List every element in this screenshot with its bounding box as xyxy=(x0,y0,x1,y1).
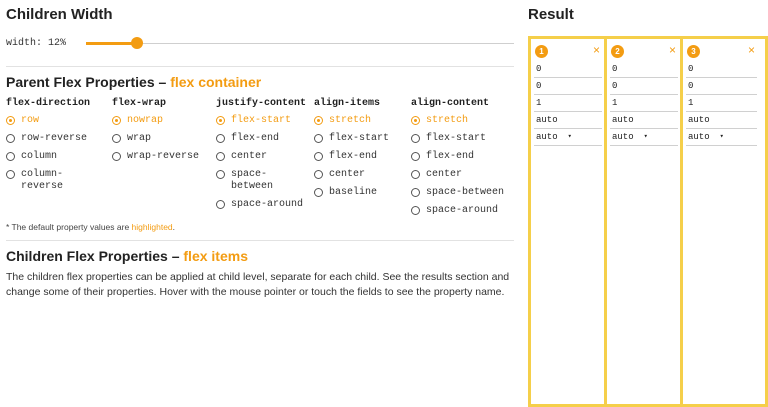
radio-option[interactable] xyxy=(6,115,90,127)
property-group-header: justify-content xyxy=(216,98,307,109)
radio-label: center xyxy=(231,151,268,162)
radio-label: flex-end xyxy=(329,151,378,162)
property-group-header: align-content xyxy=(411,98,490,109)
radio-label: stretch xyxy=(329,115,372,126)
property-group xyxy=(314,98,389,205)
radio-icon[interactable] xyxy=(6,116,15,125)
align-self-select[interactable] xyxy=(610,129,678,146)
parent-flex-title xyxy=(6,74,261,90)
radio-option[interactable] xyxy=(314,187,389,199)
children-flex-title xyxy=(6,248,248,264)
radio-icon[interactable] xyxy=(314,116,323,125)
radio-label: space- between xyxy=(231,169,274,192)
radio-icon[interactable] xyxy=(6,134,15,143)
property-group xyxy=(6,98,90,199)
radio-icon[interactable] xyxy=(6,170,15,179)
radio-label: space-between xyxy=(426,187,505,198)
radio-label: flex-end xyxy=(231,133,280,144)
result-title: Result xyxy=(528,6,574,23)
radio-icon[interactable] xyxy=(314,188,323,197)
flex-item-header xyxy=(686,43,757,61)
flex-container-accent: flex container xyxy=(170,74,262,90)
radio-option[interactable] xyxy=(6,133,90,145)
radio-icon[interactable] xyxy=(314,152,323,161)
item-property-field[interactable]: 0 xyxy=(610,78,678,95)
flex-item-header xyxy=(534,43,602,61)
radio-label: wrap-reverse xyxy=(127,151,200,162)
children-description: The children flex properties can be applied at child level, separate for each child. See the results section and change some of their properties. Hover with the mouse pointer or touch the fields to see the property name. xyxy=(6,271,510,298)
radio-label: row xyxy=(21,115,40,126)
radio-label: stretch xyxy=(426,115,469,126)
radio-option[interactable] xyxy=(314,133,389,145)
radio-option[interactable] xyxy=(314,169,389,181)
item-number-badge: 3 xyxy=(687,45,700,58)
radio-icon[interactable] xyxy=(314,134,323,143)
width-control xyxy=(6,36,514,52)
item-property-field[interactable]: 1 xyxy=(610,95,678,112)
radio-option[interactable] xyxy=(411,151,504,163)
close-icon[interactable]: × xyxy=(747,43,755,57)
slider-fill xyxy=(86,42,137,45)
flex-item xyxy=(607,39,683,404)
close-icon[interactable]: × xyxy=(668,43,676,57)
radio-icon[interactable] xyxy=(112,116,121,125)
note-text: * The default property values are xyxy=(6,222,132,232)
item-property-field[interactable]: 0 xyxy=(534,78,602,95)
note-highlight: highlighted xyxy=(131,222,173,232)
radio-option[interactable] xyxy=(411,115,504,127)
item-property-field[interactable]: 0 xyxy=(686,61,757,78)
item-property-field[interactable]: 1 xyxy=(686,95,757,112)
radio-option[interactable] xyxy=(6,169,90,193)
children-title-text: Children Flex Properties – xyxy=(6,248,184,264)
close-icon[interactable]: × xyxy=(592,43,600,57)
radio-label: flex-start xyxy=(329,133,390,144)
radio-icon[interactable] xyxy=(112,152,121,161)
radio-option[interactable] xyxy=(411,169,504,181)
radio-label: center xyxy=(426,169,463,180)
parent-title-text: Parent Flex Properties – xyxy=(6,74,171,90)
radio-icon[interactable] xyxy=(216,116,225,125)
item-property-field[interactable]: 1 xyxy=(534,95,602,112)
select-value: auto xyxy=(688,132,710,142)
item-number-badge: 1 xyxy=(535,45,548,58)
flex-item xyxy=(683,39,759,404)
radio-option[interactable] xyxy=(216,151,306,163)
width-label: width: 12% xyxy=(6,38,67,49)
note-suffix: . xyxy=(172,222,176,232)
radio-option[interactable] xyxy=(112,115,199,127)
result-flex-container xyxy=(528,36,768,407)
radio-option[interactable] xyxy=(216,133,306,145)
property-group-header: align-items xyxy=(314,98,381,109)
radio-option[interactable] xyxy=(216,169,306,193)
result-panel xyxy=(528,0,768,407)
children-width-title: Children Width xyxy=(6,6,113,23)
radio-option[interactable] xyxy=(112,133,199,145)
radio-label: center xyxy=(329,169,366,180)
radio-option[interactable] xyxy=(6,151,90,163)
width-slider[interactable] xyxy=(86,36,514,52)
item-property-field[interactable]: 0 xyxy=(610,61,678,78)
settings-panel xyxy=(6,0,514,407)
radio-option[interactable] xyxy=(216,199,306,211)
radio-label: row-reverse xyxy=(21,133,88,144)
chevron-down-icon[interactable]: ▾ xyxy=(567,133,572,141)
align-self-select[interactable] xyxy=(534,129,602,146)
slider-track[interactable] xyxy=(86,43,514,44)
chevron-down-icon[interactable]: ▾ xyxy=(643,133,648,141)
radio-icon[interactable] xyxy=(411,134,420,143)
radio-label: nowrap xyxy=(127,115,164,126)
radio-label: column- reverse xyxy=(21,169,64,192)
radio-icon[interactable] xyxy=(411,188,420,197)
flex-item xyxy=(531,39,607,404)
select-value: auto xyxy=(612,132,634,142)
slider-thumb[interactable] xyxy=(131,37,143,49)
radio-icon[interactable] xyxy=(411,116,420,125)
radio-option[interactable] xyxy=(411,187,504,199)
property-group xyxy=(411,98,504,223)
radio-label: flex-start xyxy=(426,133,487,144)
radio-label: flex-end xyxy=(426,151,475,162)
radio-icon[interactable] xyxy=(411,206,420,215)
flex-item-header xyxy=(610,43,678,61)
radio-icon[interactable] xyxy=(6,152,15,161)
divider xyxy=(6,240,514,241)
radio-icon[interactable] xyxy=(216,134,225,143)
radio-label: flex-start xyxy=(231,115,292,126)
radio-label: space-around xyxy=(231,199,304,210)
item-number-badge: 2 xyxy=(611,45,624,58)
radio-label: column xyxy=(21,151,58,162)
item-property-field[interactable]: auto xyxy=(534,112,602,129)
item-property-field[interactable]: 0 xyxy=(686,78,757,95)
item-property-field[interactable]: auto xyxy=(610,112,678,129)
item-property-field[interactable]: 0 xyxy=(534,61,602,78)
divider xyxy=(6,66,514,67)
radio-icon[interactable] xyxy=(411,170,420,179)
property-group-header: flex-direction xyxy=(6,98,91,109)
radio-label: baseline xyxy=(329,187,378,198)
radio-icon[interactable] xyxy=(112,134,121,143)
radio-label: wrap xyxy=(127,133,152,144)
radio-option[interactable] xyxy=(314,151,389,163)
select-value: auto xyxy=(536,132,558,142)
radio-icon[interactable] xyxy=(216,200,225,209)
radio-icon[interactable] xyxy=(314,170,323,179)
property-group xyxy=(216,98,306,217)
chevron-down-icon[interactable]: ▾ xyxy=(719,133,724,141)
radio-option[interactable] xyxy=(112,151,199,163)
radio-icon[interactable] xyxy=(216,170,225,179)
item-property-field[interactable]: auto xyxy=(686,112,757,129)
radio-option[interactable] xyxy=(411,205,504,217)
align-self-select[interactable] xyxy=(686,129,757,146)
radio-icon[interactable] xyxy=(216,152,225,161)
radio-option[interactable] xyxy=(411,133,504,145)
property-group-header: flex-wrap xyxy=(112,98,167,109)
radio-option[interactable] xyxy=(216,115,306,127)
property-group xyxy=(112,98,199,169)
radio-icon[interactable] xyxy=(411,152,420,161)
radio-option[interactable] xyxy=(314,115,389,127)
flex-items-accent: flex items xyxy=(183,248,248,264)
defaults-note xyxy=(6,222,175,232)
radio-label: space-around xyxy=(426,205,499,216)
